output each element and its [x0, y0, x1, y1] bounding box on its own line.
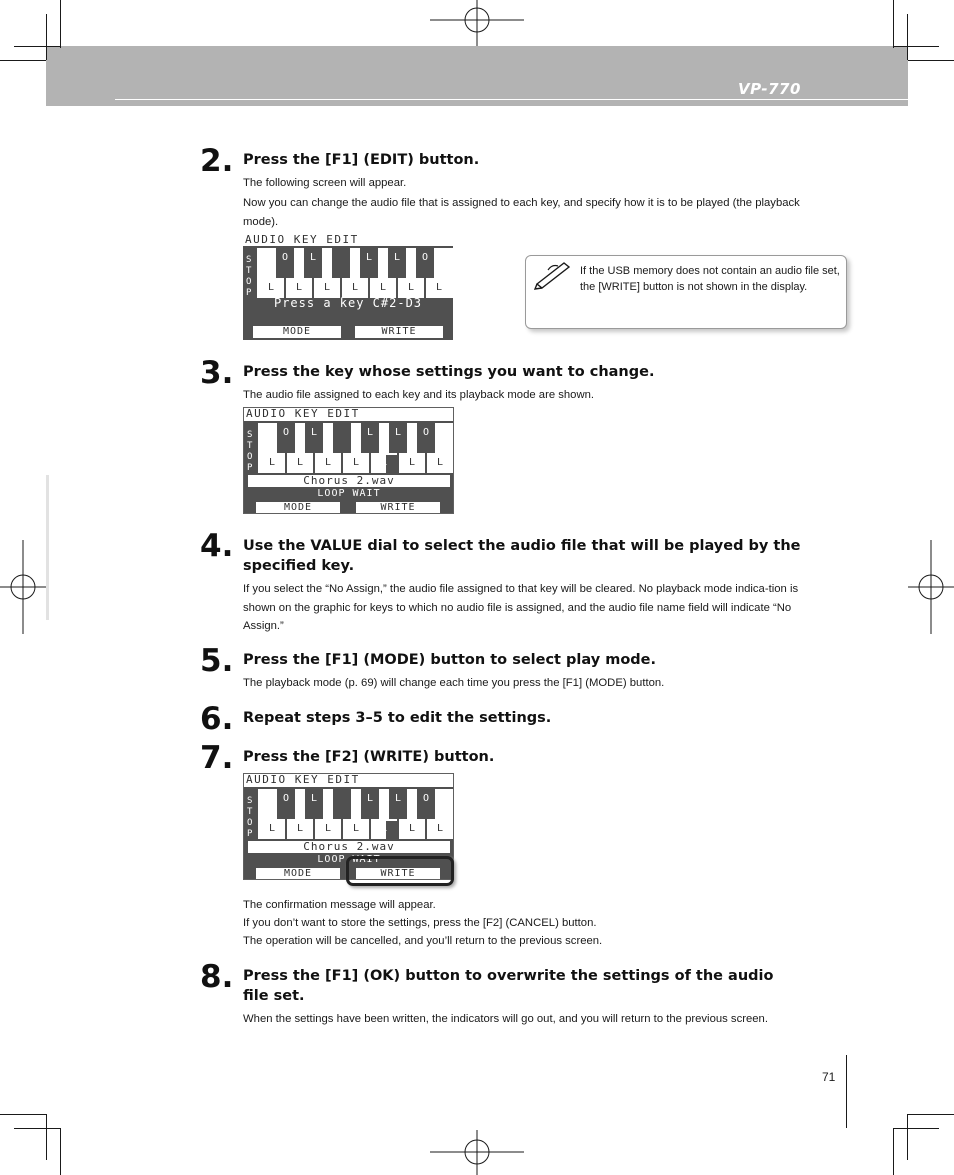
lcd-title: AUDIO KEY EDIT: [245, 234, 359, 246]
white-key-mode-indicator: L: [267, 282, 275, 293]
lcd-panel: [243, 246, 453, 340]
product-logo: VP-770: [738, 80, 801, 98]
lcd-f2-write-label: WRITE: [356, 502, 440, 513]
svg-text:T: T: [247, 807, 253, 817]
black-key-mode-indicator: O: [281, 252, 289, 263]
black-key-mode-indicator: L: [310, 427, 318, 438]
black-key-mode-indicator: L: [366, 427, 374, 438]
lcd-keyboard-graphic: [244, 787, 454, 839]
lcd-f1-mode-label: MODE: [256, 868, 340, 879]
lcd-screen-key-edit: [243, 407, 454, 514]
lcd-file-name: Chorus 2.wav: [248, 841, 450, 853]
svg-text:P: P: [247, 463, 253, 473]
step-text: The following screen will appear.: [243, 177, 407, 189]
white-key-mode-indicator: L: [436, 823, 444, 834]
white-key-mode-indicator: L: [295, 282, 303, 293]
step-text: Now you can change the audio file that is assigned to each key, and specify how it is to be played (the playback mode).: [243, 197, 800, 228]
step-text: If you don’t want to store the settings, press the [F2] (CANCEL) button.: [243, 917, 597, 929]
step-number: 3.: [200, 355, 234, 391]
white-key-mode-indicator: L: [408, 823, 416, 834]
white-key-mode-indicator: L: [380, 823, 388, 834]
note-box: [525, 255, 847, 329]
registration-target-icon: [430, 0, 524, 48]
step-text: The operation will be cancelled, and you’ll return to the previous screen.: [243, 935, 603, 947]
white-key-mode-indicator: L: [379, 282, 387, 293]
lcd-f2-write-label: WRITE: [355, 326, 443, 338]
step-text: The confirmation message will appear.: [243, 899, 436, 911]
lcd-title: AUDIO KEY EDIT: [246, 773, 360, 786]
step-number: 7.: [200, 740, 234, 776]
white-key-mode-indicator: L: [436, 457, 444, 468]
black-key-mode-indicator: L: [393, 252, 401, 263]
white-key-mode-indicator: L: [408, 457, 416, 468]
svg-text:O: O: [246, 277, 252, 287]
white-key-mode-indicator: L: [296, 457, 304, 468]
lcd-screen-key-select: [243, 234, 453, 340]
svg-text:S: S: [247, 796, 253, 806]
black-key-mode-indicator: O: [421, 252, 429, 263]
white-key-mode-indicator: L: [407, 282, 415, 293]
svg-text:P: P: [246, 288, 252, 298]
step-text: If you select the “No Assign,” the audio file assigned to that key will be cleared. No playback mode indica-tion is shown on the graphic for keys to which no audio file is assigned, and the audio file name field will indicate “No Assign.”: [243, 583, 799, 632]
white-key-mode-indicator: L: [323, 282, 331, 293]
white-key-mode-indicator: L: [324, 457, 332, 468]
black-key-mode-indicator: L: [366, 793, 374, 804]
registration-target-icon: [0, 540, 48, 634]
svg-text:T: T: [247, 441, 253, 451]
pencil-note-icon: [534, 260, 572, 290]
write-button-highlight: [346, 856, 454, 886]
white-key-mode-indicator: L: [296, 823, 304, 834]
lcd-file-name: Chorus 2.wav: [248, 475, 450, 487]
lcd-play-mode: LOOP WAIT: [317, 488, 381, 499]
white-key-mode-indicator: L: [352, 823, 360, 834]
registration-target-icon: [430, 1128, 524, 1175]
black-key-mode-indicator: O: [422, 427, 430, 438]
black-key-mode-indicator: O: [422, 793, 430, 804]
black-key-mode-indicator: L: [310, 793, 318, 804]
page-number-rule: [846, 1055, 847, 1128]
step-title: Press the [F1] (OK) button to overwrite the settings of the audio file set.: [243, 968, 774, 1004]
white-key-mode-indicator: L: [380, 457, 388, 468]
page-number: 71: [822, 1070, 836, 1084]
step-number: 4.: [200, 528, 234, 564]
lcd-f2-write-label: WRITE: [356, 868, 440, 879]
svg-text:S: S: [247, 430, 253, 440]
lcd-keyboard-graphic: [244, 421, 454, 473]
step-number: 5.: [200, 643, 234, 679]
white-key-mode-indicator: L: [268, 457, 276, 468]
step-text: The playback mode (p. 69) will change each time you press the [F1] (MODE) button.: [243, 677, 665, 689]
lcd-f1-mode-label: MODE: [256, 502, 340, 513]
lcd-f1-mode-label: MODE: [253, 326, 341, 338]
step-title: Use the VALUE dial to select the audio file that will be played by the specified key.: [243, 538, 801, 574]
lcd-panel: [244, 421, 454, 514]
lcd-message: Press a key C#2-D3: [273, 296, 423, 310]
black-key-mode-indicator: O: [282, 793, 290, 804]
step-title: Press the [F1] (EDIT) button.: [243, 152, 480, 168]
step-number: 8.: [200, 959, 234, 995]
header-rule: [115, 99, 908, 100]
black-key-mode-indicator: O: [282, 427, 290, 438]
white-key-mode-indicator: L: [268, 823, 276, 834]
svg-text:P: P: [247, 829, 253, 839]
step-number: 6.: [200, 701, 234, 737]
svg-text:O: O: [247, 452, 253, 462]
black-key-mode-indicator: L: [394, 793, 402, 804]
step-title: Press the [F2] (WRITE) button.: [243, 749, 495, 765]
white-key-mode-indicator: L: [435, 282, 443, 293]
note-text: If the USB memory does not contain an audio file set, the [WRITE] button is not shown in the display.: [580, 265, 840, 293]
lcd-play-mode: LOOP WAIT: [317, 854, 381, 865]
step-title: Repeat steps 3–5 to edit the settings.: [243, 710, 552, 726]
black-key-mode-indicator: L: [365, 252, 373, 263]
step-text: When the settings have been written, the indicators will go out, and you will return to the previous screen.: [243, 1013, 768, 1025]
registration-target-icon: [906, 540, 954, 634]
black-key-mode-indicator: L: [309, 252, 317, 263]
step-title: Press the [F1] (MODE) button to select play mode.: [243, 652, 657, 668]
step-text: The audio file assigned to each key and its playback mode are shown.: [243, 389, 595, 401]
step-number: 2.: [200, 143, 234, 179]
svg-text:S: S: [246, 255, 252, 265]
svg-text:O: O: [247, 818, 253, 828]
svg-text:T: T: [246, 266, 252, 276]
white-key-mode-indicator: L: [352, 457, 360, 468]
step-title: Press the key whose settings you want to change.: [243, 364, 655, 380]
white-key-mode-indicator: L: [324, 823, 332, 834]
black-key-mode-indicator: L: [394, 427, 402, 438]
lcd-title: AUDIO KEY EDIT: [246, 407, 360, 420]
white-key-mode-indicator: L: [351, 282, 359, 293]
